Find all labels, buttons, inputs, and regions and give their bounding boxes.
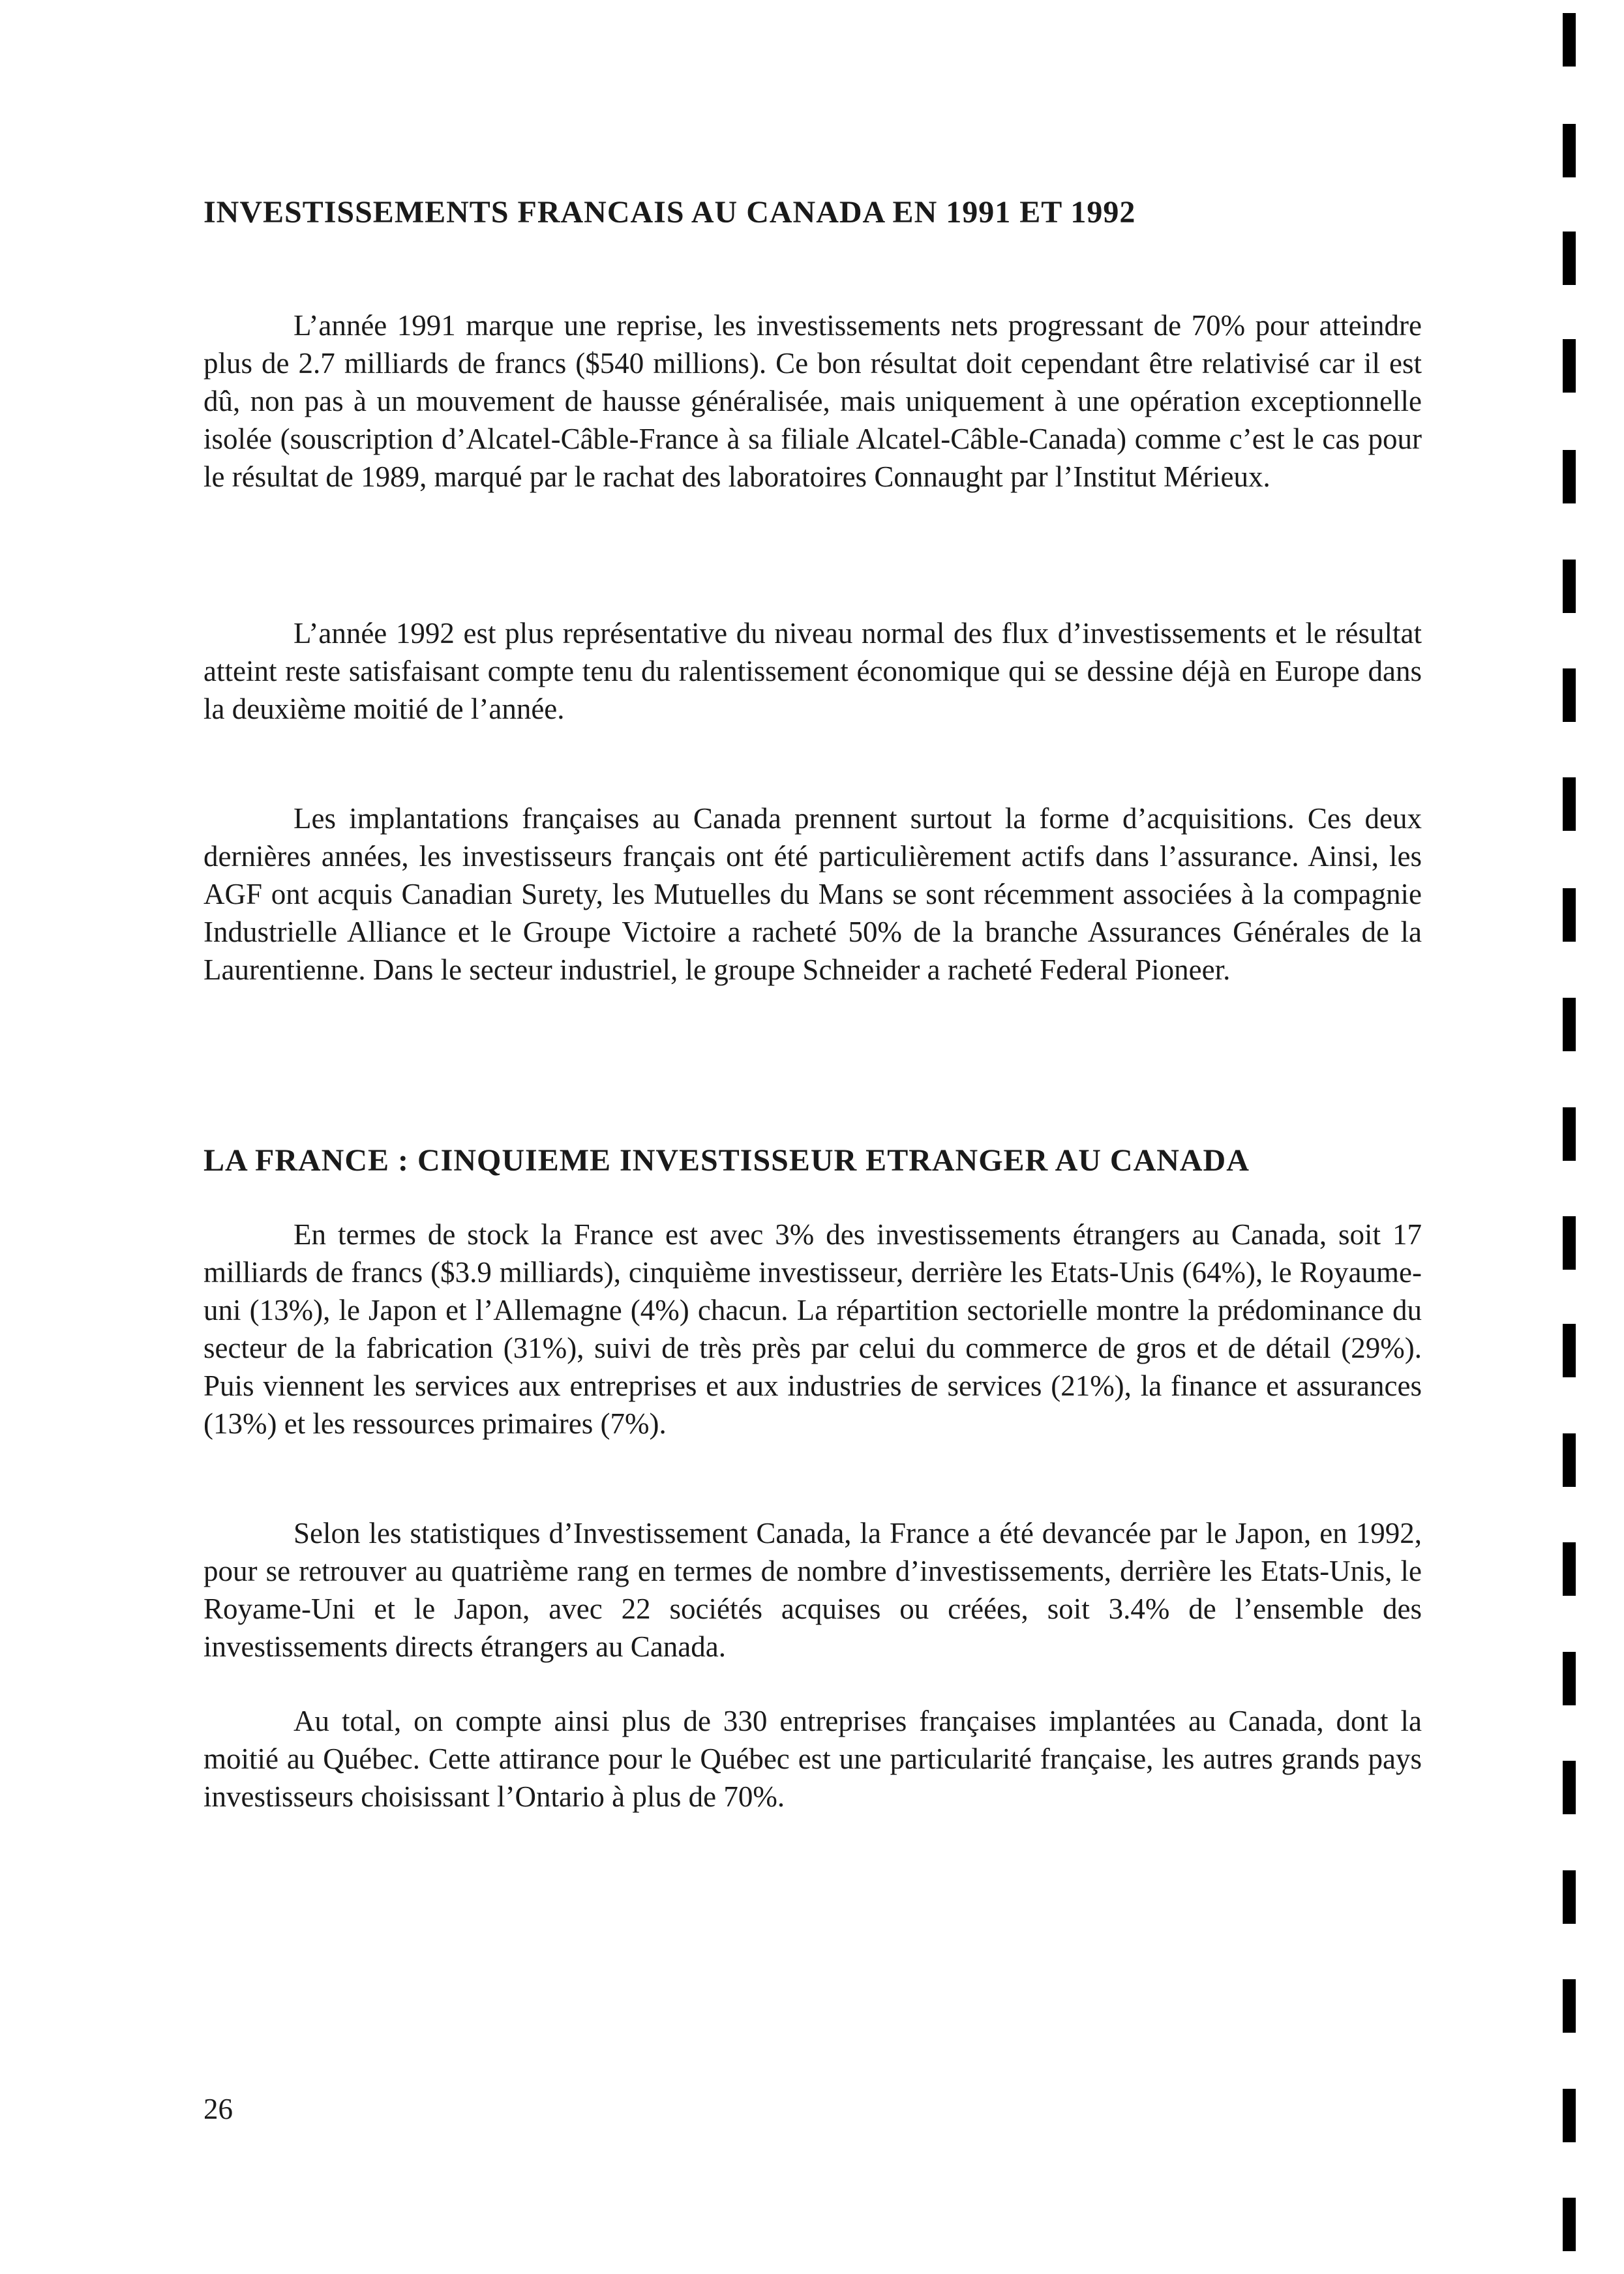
- section-heading-french-investments: INVESTISSEMENTS FRANCAIS AU CANADA EN 1991 ET 1992: [203, 195, 1136, 230]
- paragraph-1991-recovery: L’année 1991 marque une reprise, les investissements nets progressant de 70% pour atteindre plus de 2.7 milliards de francs ($540 millions). Ce bon résultat doit cependant être relativisé car il est dû, non pas à un mouvement de hausse généralisée, mais uniquement à une opération exceptionnelle isolée (souscription d’Alcatel-Câble-France à sa filiale Alcatel-Câble-Canada) comme c’est le cas pour le résultat de 1989, marqué par le rachat des laboratoires Connaught par l’Institut Mérieux.: [203, 309, 1422, 493]
- binding-mark: [1563, 232, 1576, 285]
- binding-mark: [1563, 777, 1576, 831]
- binding-mark: [1563, 13, 1576, 67]
- binding-mark: [1563, 1979, 1576, 2033]
- binding-mark: [1563, 2198, 1576, 2251]
- section-heading-fifth-investor: LA FRANCE : CINQUIEME INVESTISSEUR ETRANGER AU CANADA: [203, 1143, 1250, 1178]
- binding-mark: [1563, 998, 1576, 1051]
- binding-mark: [1563, 1324, 1576, 1377]
- paragraph-1992-representative: L’année 1992 est plus représentative du niveau normal des flux d’investissements et le résultat atteint reste satisfaisant compte tenu du ralentissement économique qui se dessine déjà en Europe dans la deuxième moitié de l’année.: [203, 617, 1422, 725]
- page-number: 26: [203, 2093, 233, 2125]
- binding-edge-marks: [1563, 0, 1582, 2274]
- binding-mark: [1563, 668, 1576, 722]
- paragraph-acquisitions: Les implantations françaises au Canada prennent surtout la forme d’acquisitions. Ces deux dernières années, les investisseurs français ont été particulièrement actifs dans l’assurance. Ainsi, les AGF ont acquis Canadian Surety, les Mutuelles du Mans se sont récemment associées à la compagnie Industrielle Alliance et le Groupe Victoire a racheté 50% de la branche Assurances Générales de la Laurentienne. Dans le secteur industriel, le groupe Schneider a racheté Federal Pioneer.: [203, 802, 1422, 986]
- paragraph-stock-share: En termes de stock la France est avec 3% des investissements étrangers au Canada, soit 17 milliards de francs ($3.9 milliards), cinquième investisseur, derrière les Etats-Unis (64%), le Royaume-uni (13%), le Japon et l’Allemagne (4%) chacun. La répartition sectorielle montre la prédominance du secteur de la fabrication (31%), suivi de très près par celui du commerce de gros et de détail (29%). Puis viennent les services aux entreprises et aux industries de services (21%), la finance et assurances (13%) et les ressources primaires (7%).: [203, 1218, 1422, 1440]
- binding-mark: [1563, 124, 1576, 177]
- binding-mark: [1563, 339, 1576, 393]
- binding-mark: [1563, 1761, 1576, 1814]
- binding-mark: [1563, 560, 1576, 613]
- binding-mark: [1563, 1870, 1576, 1924]
- binding-mark: [1563, 1216, 1576, 1270]
- paragraph-investment-canada-stats: Selon les statistiques d’Investissement Canada, la France a été devancée par le Japon, en 1992, pour se retrouver au quatrième rang en termes de nombre d’investissements, derrière les Etats-Unis, le Royame-Uni et le Japon, avec 22 sociétés acquises ou créées, soit 3.4% de l’ensemble des investissements directs étrangers au Canada.: [203, 1517, 1422, 1663]
- binding-mark: [1563, 450, 1576, 503]
- binding-mark: [1563, 1542, 1576, 1596]
- binding-mark: [1563, 1652, 1576, 1705]
- binding-mark: [1563, 2089, 1576, 2142]
- binding-mark: [1563, 888, 1576, 942]
- paragraph-total-companies: Au total, on compte ainsi plus de 330 entreprises françaises implantées au Canada, dont la moitié au Québec. Cette attirance pour le Québec est une particularité française, les autres grands pays investisseurs choisissant l’Ontario à plus de 70%.: [203, 1705, 1422, 1813]
- binding-mark: [1563, 1433, 1576, 1487]
- binding-mark: [1563, 1107, 1576, 1161]
